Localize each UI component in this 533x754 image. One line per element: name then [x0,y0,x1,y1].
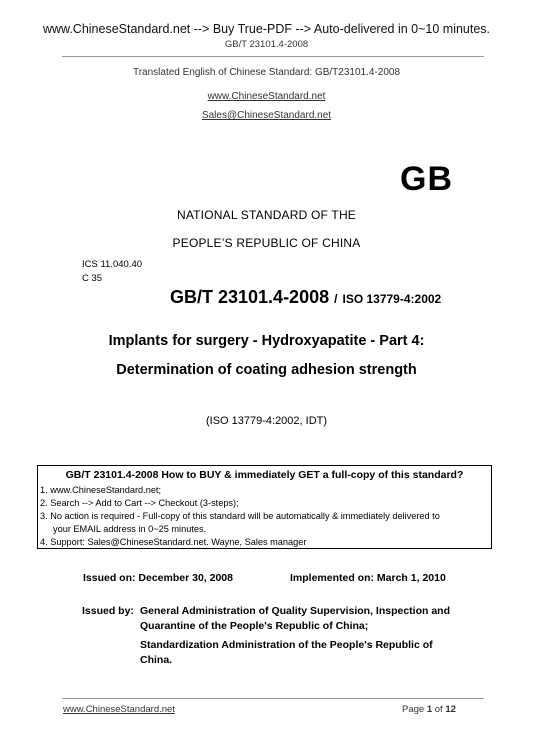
iso-number: ISO 13779-4:2002 [342,292,442,306]
national-standard-line2: PEOPLE’S REPUBLIC OF CHINA [172,236,361,250]
page-indicator [402,704,456,715]
issued-by-line2: Quarantine of the People's Republic of China; [140,620,369,632]
page-label: Page [402,704,425,715]
gb-logo: GB [400,160,453,198]
national-standard-line1: NATIONAL STANDARD OF THE [176,208,357,222]
standard-number-row [170,287,441,308]
footer-divider [62,698,484,699]
issued-by-label: Issued by: [82,605,134,617]
ccs-code: C 35 [82,273,103,284]
iso-equivalence: (ISO 13779-4:2002, IDT) [205,415,328,427]
buy-step-3-continued: your EMAIL address in 0~25 minutes. [53,524,207,534]
buy-instructions-box [37,465,492,549]
buy-step-2: 2. Search --> Add to Cart --> Checkout (3-steps); [40,498,239,508]
document-title-line2: Determination of coating adhesion strength [116,362,417,378]
page-of: of [434,704,443,715]
buy-step-1[interactable]: 1. www.ChineseStandard.net; [40,485,162,495]
ics-code: ICS 11.040.40 [82,259,143,270]
buy-steps-list [40,484,440,549]
issued-date: Issued on: December 30, 2008 [83,572,233,584]
page-total: 12 [445,704,456,715]
buy-step-3: 3. No action is required - Full-copy of this standard will be automatically & immediately delivered to [40,511,440,521]
buy-box-title: GB/T 23101.4-2008 How to BUY & immediately GET a full-copy of this standard? [65,469,464,481]
translated-note: Translated English of Chinese Standard: GB/T23101.4-2008 [132,67,401,78]
header-standard-number: GB/T 23101.4-2008 [224,39,309,50]
standard-separator: / [334,292,338,306]
header-purchase-line: www.ChineseStandard.net --> Buy True-PDF --> Auto-delivered in 0~10 minutes. [42,22,491,36]
document-title-line1: Implants for surgery - Hydroxyapatite - Part 4: [108,333,425,349]
email-link[interactable]: Sales@ChineseStandard.net [201,110,332,121]
issued-by-line1: General Administration of Quality Supervision, Inspection and [140,605,450,617]
implemented-date: Implemented on: March 1, 2010 [290,572,446,584]
page-current: 1 [426,704,433,715]
header-divider [62,56,484,57]
standard-number: GB/T 23101.4-2008 [170,287,330,307]
issued-by-line4: China. [140,654,173,666]
issued-by-line3: Standardization Administration of the People's Republic of [140,639,433,651]
website-link[interactable]: www.ChineseStandard.net [207,91,326,102]
buy-step-4: 4. Support: Sales@ChineseStandard.net. Wayne, Sales manager [40,537,307,547]
footer-website-link[interactable]: www.ChineseStandard.net [63,704,175,715]
